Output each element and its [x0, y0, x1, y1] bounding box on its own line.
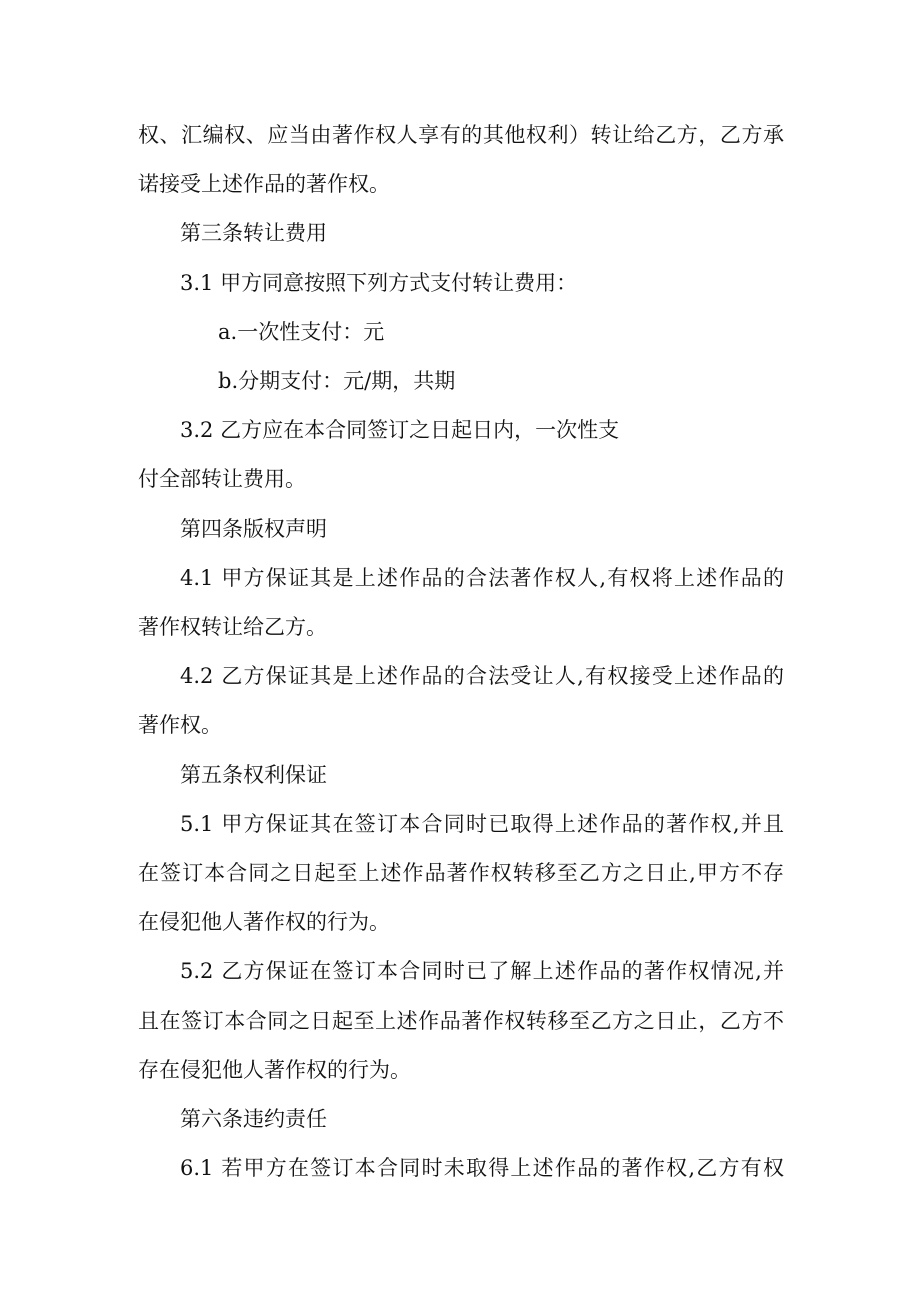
clause-line: 5.1 甲方保证其在签订本合同时已取得上述作品的著作权,并且	[180, 812, 784, 836]
paragraph-line: 存在侵犯他人著作权的行为。	[138, 1058, 411, 1082]
paragraph-line: 权、汇编权、应当由著作权人享有的其他权利）转让给乙方，乙方承	[138, 123, 784, 147]
section-heading: 第四条版权声明	[180, 517, 327, 541]
paragraph-line: 在签订本合同之日起至上述作品著作权转移至乙方之日止,甲方不存	[138, 861, 784, 885]
paragraph-line: 且在签订本合同之日起至上述作品著作权转移至乙方之日止，乙方不	[138, 1009, 784, 1033]
clause-line: 3.1 甲方同意按照下列方式支付转让费用：	[180, 271, 578, 295]
option-line: a.一次性支付：元	[218, 320, 385, 344]
paragraph-line: 著作权。	[138, 713, 222, 737]
section-heading: 第六条违约责任	[180, 1107, 327, 1131]
paragraph-line: 诺接受上述作品的著作权。	[138, 172, 390, 196]
paragraph-line: 著作权转让给乙方。	[138, 615, 327, 639]
clause-line: 4.1 甲方保证其是上述作品的合法著作权人,有权将上述作品的	[180, 566, 784, 590]
section-heading: 第三条转让费用	[180, 221, 327, 245]
paragraph-line: 在侵犯他人著作权的行为。	[138, 910, 390, 934]
clause-line: 3.2 乙方应在本合同签订之日起日内，一次性支	[180, 418, 620, 442]
section-heading: 第五条权利保证	[180, 763, 327, 787]
clause-line: 4.2 乙方保证其是上述作品的合法受让人,有权接受上述作品的	[180, 664, 784, 688]
paragraph-line: 付全部转让费用。	[138, 467, 306, 491]
clause-line: 5.2 乙方保证在签订本合同时已了解上述作品的著作权情况,并	[180, 959, 784, 983]
clause-line: 6.1 若甲方在签订本合同时未取得上述作品的著作权,乙方有权	[180, 1156, 784, 1180]
option-line: b.分期支付：元/期，共期	[218, 369, 456, 393]
